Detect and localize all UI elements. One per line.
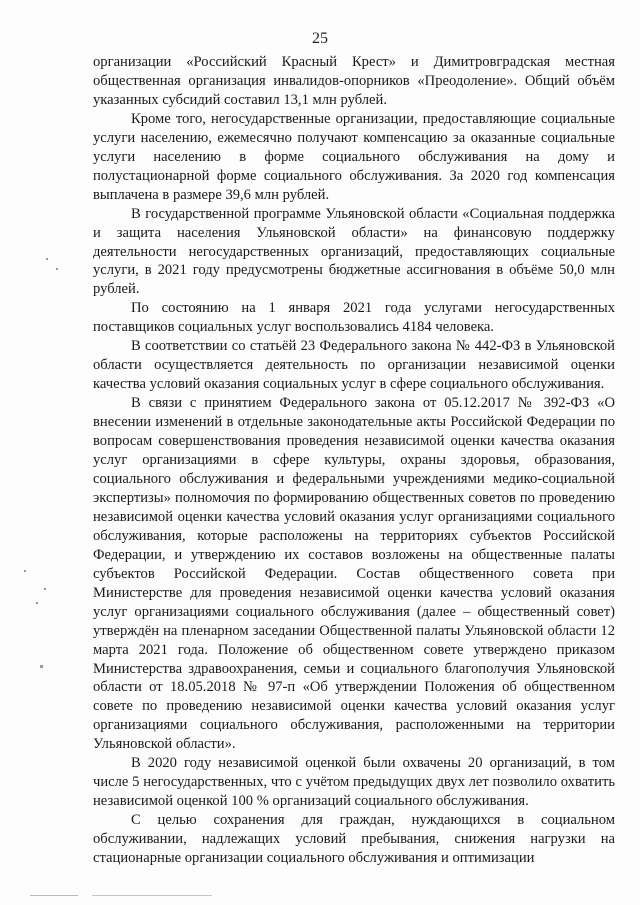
scan-mark (24, 570, 26, 572)
paragraph-preservation-conditions: С целью сохранения для граждан, нуждающихся в социальном обслуживании, надлежащих условий пребывания, снижения нагрузки на стационарные организации социального обслуживания и оптимизации (93, 812, 615, 867)
scan-mark (30, 895, 78, 896)
scan-mark (44, 588, 46, 590)
scan-mark (40, 665, 43, 668)
paragraph-service-users: По состоянию на 1 января 2021 года услугами негосударственных поставщиков социальных услуг воспользовались 4184 человека. (93, 300, 615, 336)
scan-mark (56, 268, 58, 270)
paragraph-federal-law-392: В связи с принятием Федерального закона от 05.12.2017 № 392-ФЗ «О внесении изменений в отдельные законодательные акты Российской Федерации по вопросам совершенствования проведения независимой оценки качества оказания услуг организациями в сфере культуры, охраны здоровья, образования, социального обслуживания и федеральными учреждениями медико-социальной экспертизы» полномочия по формированию общественных советов по проведению независимой оценки качества условий оказания услуг организациями социального обслуживания, которые расположены на территориях субъектов Российской Федерации, и утверждению их составов возложены на общественные палаты субъектов Российской Федерации. Состав общественного совета при Министерстве для проведения независимой оценки качества условий оказания услуг организациями социального обслуживания (далее – общественный совет) утверждён на пленарном заседании Общественной палаты Ульяновской области 12 марта 2021 года. Положение об общественном совете утверждено приказом Министерства здравоохранения, семьи и социального благополучия Ульяновской области от 18.05.2018 № 97-п «Об утверждении Положения об общественном совете по проведению независимой оценки качества условий оказания услуг организациями социального обслуживания, расположенными на территории Ульяновской области». (93, 395, 615, 753)
scan-mark (36, 602, 38, 604)
body-text (93, 53, 615, 868)
paragraph-independent-assessment-2020: В 2020 году независимой оценкой были охвачены 20 организаций, в том числе 5 негосударственных, что с учётом предыдущих двух лет позволило охватить независимой оценкой 100 % организаций социального обслуживания. (93, 755, 615, 810)
paragraph-compensation: Кроме того, негосударственные организации, предоставляющие социальные услуги населению, ежемесячно получают компенсацию за оказанные социальные услуги населению в форме социального обслуживания на дому и полустационарной форме социального обслуживания. За 2020 год компенсация выплачена в размере 39,6 млн рублей. (93, 110, 615, 203)
page-number: 25 (312, 30, 328, 47)
paragraph-state-program: В государственной программе Ульяновской области «Социальная поддержка и защита населения Ульяновской области» на финансовую поддержку деятельности негосударственных организаций, предоставляющих социальные услуги, в 2021 году предусмотрены бюджетные ассигнования в объёме 50,0 млн рублей. (93, 205, 615, 298)
scan-mark (92, 895, 212, 896)
paragraph-federal-law-442: В соответствии со статьёй 23 Федерального закона № 442-ФЗ в Ульяновской области осуществляется деятельность по организации независимой оценки качества условий оказания социальных услуг в сфере социального обслуживания. (93, 338, 615, 393)
scan-mark (46, 258, 48, 260)
paragraph-subsidies-continuation: организации «Российский Красный Крест» и Димитровградская местная общественная организация инвалидов-опорников «Преодоление». Общий объём указанных субсидий составил 13,1 млн рублей. (93, 54, 615, 108)
